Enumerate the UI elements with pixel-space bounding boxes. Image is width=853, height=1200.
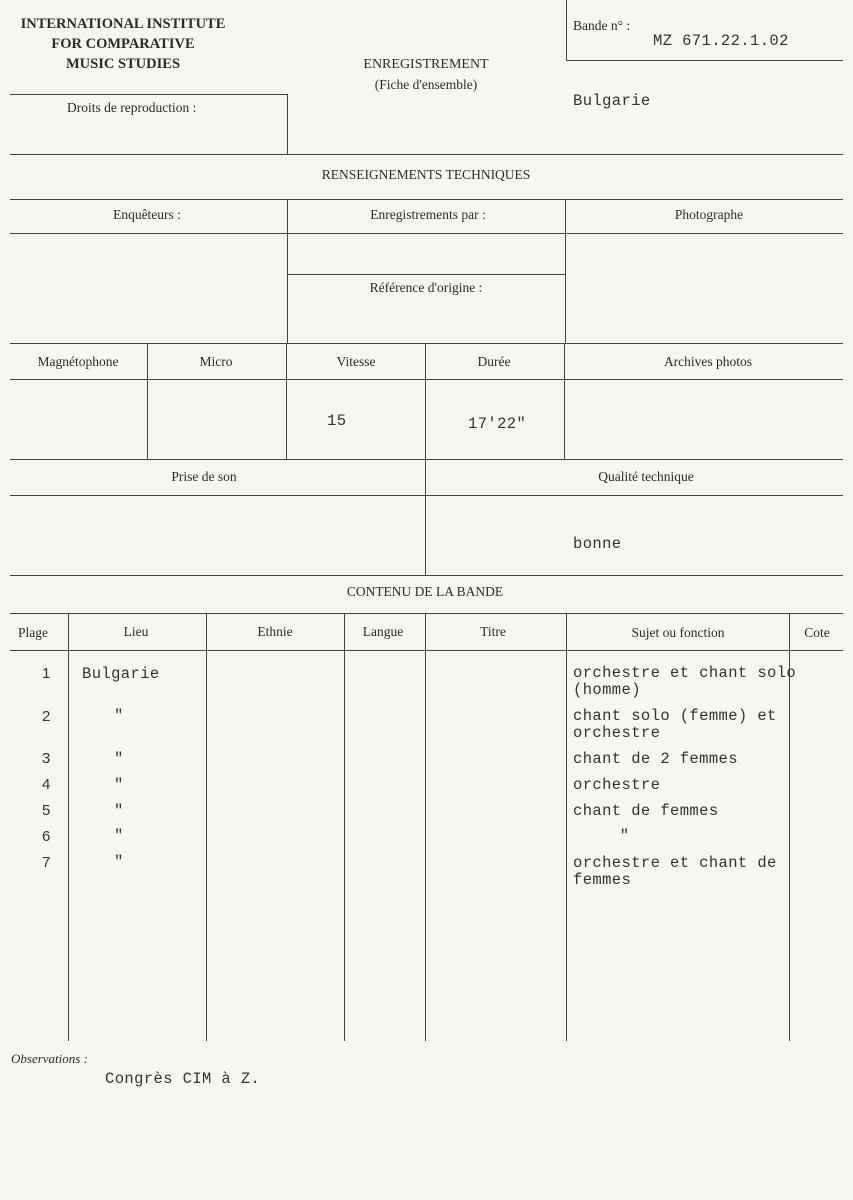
micro-label: Micro (199, 354, 233, 369)
photographe-label: Photographe (674, 207, 744, 222)
col-titre: Titre (480, 624, 506, 639)
reference-label: Référence d'origine : (369, 280, 483, 295)
sujet-value: orchestre et chant de femmes (573, 854, 777, 889)
form-title: ENREGISTREMENT (363, 57, 489, 72)
country-value: Bulgarie (573, 92, 651, 110)
col-ethnie: Ethnie (257, 624, 293, 639)
lieu-value: " (114, 802, 124, 820)
col-lieu: Lieu (123, 624, 149, 639)
observations-label: Observations : (11, 1051, 88, 1066)
magnetophone-label: Magnétophone (37, 354, 119, 369)
observations-value: Congrès CIM à Z. (105, 1070, 261, 1088)
vitesse-value: 15 (327, 412, 347, 430)
sujet-value: " (581, 827, 630, 845)
lieu-value: " (114, 776, 124, 794)
institute-name (10, 14, 236, 74)
lieu-value: " (114, 827, 124, 845)
institute-line-2: FOR COMPARATIVE (51, 36, 195, 52)
form-subtitle: (Fiche d'ensemble) (374, 77, 478, 92)
prise-label: Prise de son (171, 469, 237, 484)
bande-number: MZ 671.22.1.02 (653, 32, 789, 50)
plage-number: 5 (42, 802, 51, 819)
archives-label: Archives photos (663, 354, 753, 369)
sujet-value: chant de 2 femmes (573, 750, 738, 768)
sujet-value: chant solo (femme) et orchestre (573, 707, 777, 742)
sujet-value: orchestre et chant solo (homme) (573, 664, 797, 699)
enqueteurs-label: Enquêteurs : (113, 207, 181, 222)
col-sujet: Sujet ou fonction (631, 625, 725, 640)
institute-line-3: MUSIC STUDIES (65, 56, 181, 72)
plage-number: 7 (42, 854, 51, 871)
plage-number: 2 (42, 708, 51, 725)
enregistrements-label: Enregistrements par : (370, 207, 486, 222)
contenu-section-title: CONTENU DE LA BANDE (346, 584, 504, 599)
plage-number: 4 (42, 776, 51, 793)
plage-number: 1 (42, 665, 51, 682)
lieu-value: " (114, 853, 124, 871)
col-plage: Plage (18, 625, 48, 640)
droits-label: Droits de reproduction : (67, 100, 197, 115)
qualite-label: Qualité technique (598, 469, 694, 484)
lieu-value: " (114, 750, 124, 768)
sujet-value: orchestre (573, 776, 661, 794)
vitesse-label: Vitesse (336, 354, 376, 369)
bande-label: Bande n° : (573, 18, 631, 33)
col-langue: Langue (362, 624, 404, 639)
sujet-value: chant de femmes (573, 802, 719, 820)
lieu-value: Bulgarie (82, 665, 160, 683)
lieu-value: " (114, 707, 124, 725)
duree-value: 17'22" (468, 415, 527, 433)
col-cote: Cote (804, 625, 830, 640)
institute-line-1: INTERNATIONAL INSTITUTE (20, 16, 226, 32)
tech-section-title: RENSEIGNEMENTS TECHNIQUES (321, 167, 531, 182)
qualite-value: bonne (573, 535, 622, 553)
duree-label: Durée (477, 354, 511, 369)
plage-number: 3 (42, 750, 51, 767)
plage-number: 6 (42, 828, 51, 845)
